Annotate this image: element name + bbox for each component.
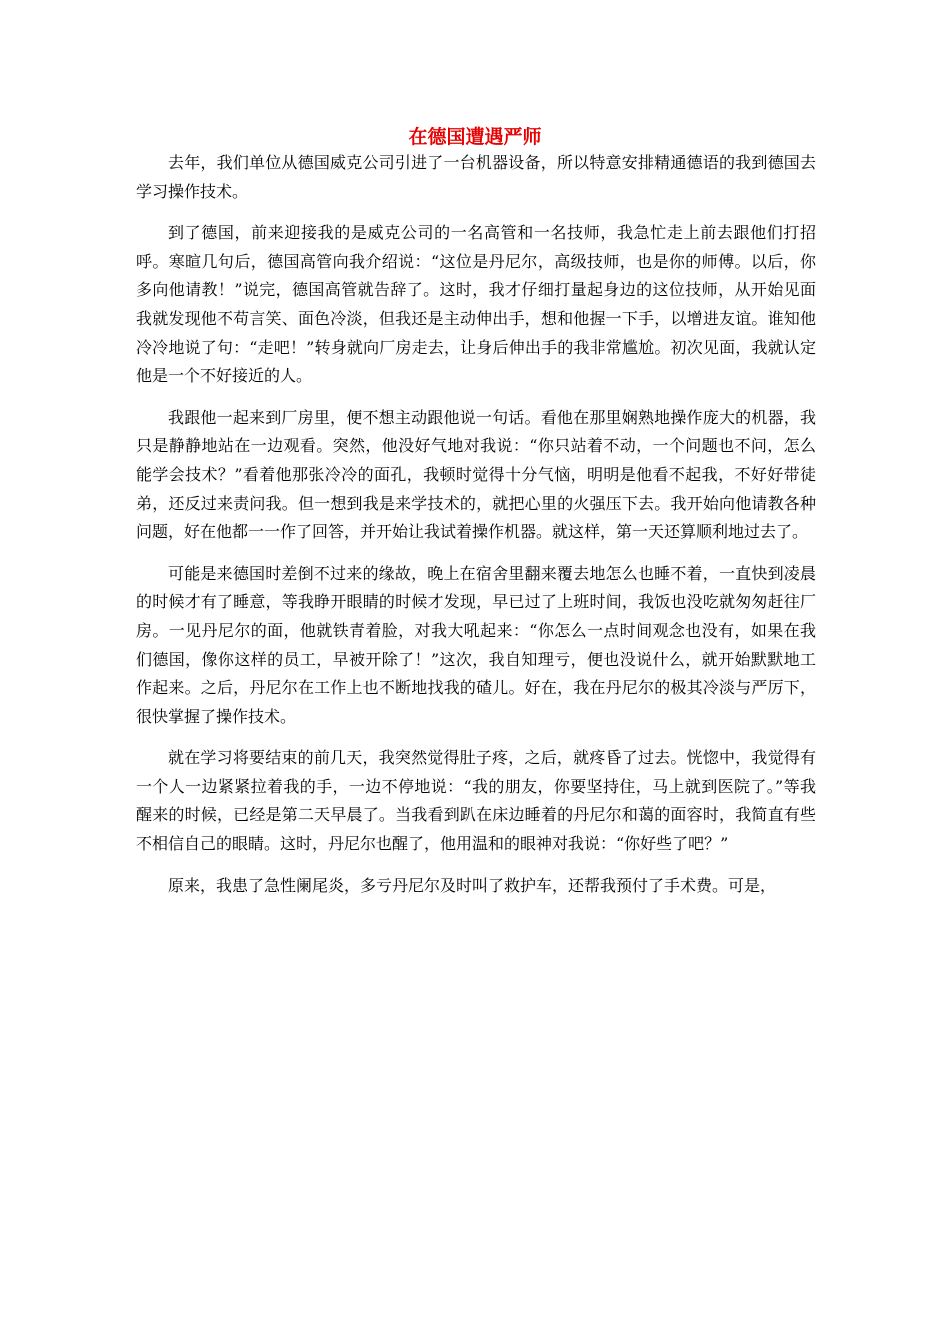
paragraph-3: 我跟他一起来到厂房里，便不想主动跟他说一句话。看他在那里娴熟地操作庞大的机器，我只是静静地站在一边观看。突然，他没好气地对我说：“你只站着不动，一个问题也不问，怎么能学会技术？”看着他那张冷冷的面孔，我顿时觉得十分气恼，明明是他看不起我，不好好带徒弟，还反过来责问我。但一想到我是来学技术的，就把心里的火强压下去。我开始向他请教各种问题，好在他都一一作了回答，并开始让我试着操作机器。就这样，第一天还算顺利地过去了。 xyxy=(136,407,816,542)
paragraph-4: 可能是来德国时差倒不过来的缘故，晚上在宿舍里翻来覆去地怎么也睡不着，一直快到凌晨的时候才有了睡意，等我睁开眼睛的时候才发现，早已过了上班时间，我饭也没吃就匆匆赶往厂房。一见丹尼尔的面，他就铁青着脸，对我大吼起来：“你怎么一点时间观念也没有，如果在我们德国，像你这样的员工，早被开除了！”这次，我自知理亏，便也没说什么，就开始默默地工作起来。之后，丹尼尔在工作上也不断地找我的碴儿。好在，我在丹尼尔的极其冷淡与严厉下，很快掌握了操作技术。 xyxy=(136,563,816,726)
paragraph-6: 原来，我患了急性阑尾炎，多亏丹尼尔及时叫了救护车，还帮我预付了手术费。可是， xyxy=(168,875,777,895)
paragraph-5: 就在学习将要结束的前几天，我突然觉得肚子疼，之后，就疼昏了过去。恍惚中，我觉得有一个人一边紧紧拉着我的手，一边不停地说：“我的朋友，你要坚持住，马上就到医院了。”等我醒来的时候，已经是第二天早晨了。当我看到趴在床边睡着的丹尼尔和蔼的面容时，我简直有些不相信自己的眼睛。这时，丹尼尔也醒了，他用温和的眼神对我说：“你好些了吧？” xyxy=(136,748,816,854)
paragraph-1: 去年，我们单位从德国威克公司引进了一台机器设备，所以特意安排精通德语的我到德国去学习操作技术。 xyxy=(136,153,816,201)
paragraph-2: 到了德国，前来迎接我的是威克公司的一名高管和一名技师，我急忙走上前去跟他们打招呼。寒暄几句后，德国高管向我介绍说：“这位是丹尼尔，高级技师，也是你的师傅。以后，你多向他请教！”说完，德国高管就告辞了。这时，我才仔细打量起身边的这位技师，从开始见面我就发现他不苟言笑、面色冷淡，但我还是主动伸出手，想和他握一下手，以增进友谊。谁知他冷冷地说了句：“走吧！”转身就向厂房走去，让身后伸出手的我非常尴尬。初次见面，我就认定他是一个不好接近的人。 xyxy=(136,223,816,386)
document-body xyxy=(136,149,816,913)
document-title: 在德国遭遇严师 xyxy=(408,126,542,148)
